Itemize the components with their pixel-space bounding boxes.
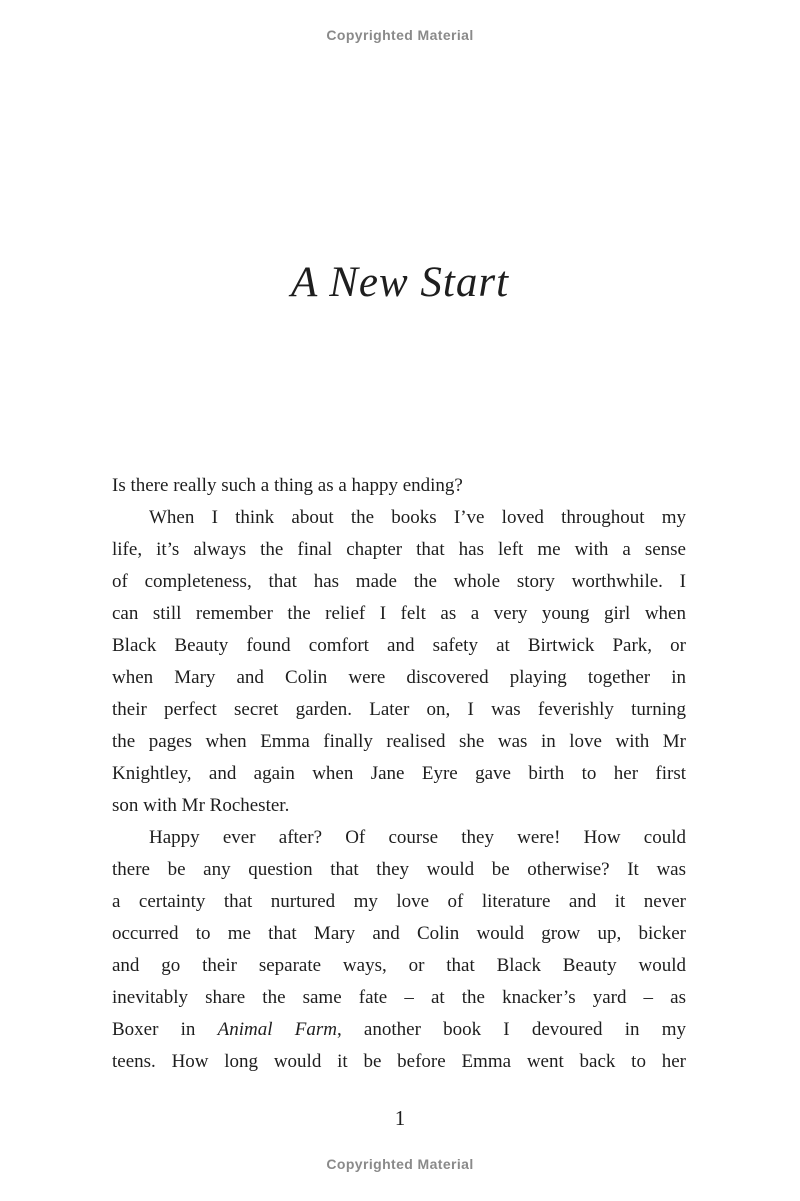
text-line: [112, 1046, 686, 1078]
page-number: 1: [394, 1106, 406, 1130]
text-segment: can still remember the relief I felt as a very young girl when: [112, 603, 686, 624]
text-segment: there be any question that they would be otherwise? It was: [112, 859, 686, 880]
text-line: [112, 854, 686, 886]
text-line: [112, 598, 686, 630]
text-line: [112, 534, 686, 566]
text-segment: occurred to me that Mary and Colin would grow up, bicker: [112, 923, 686, 944]
copyright-notice-top: Copyrighted Material: [326, 27, 474, 43]
text-segment: their perfect secret garden. Later on, I was feverishly turning: [112, 699, 686, 720]
body-text: [112, 470, 686, 1078]
text-line: [112, 566, 686, 598]
book-title-italic: Animal Farm: [217, 1019, 337, 1040]
text-segment: a certainty that nurtured my love of literature and it never: [112, 891, 686, 912]
text-line: [112, 886, 686, 918]
text-line: [112, 1014, 686, 1046]
text-line: [112, 822, 686, 854]
text-line: [112, 918, 686, 950]
text-segment: the pages when Emma finally realised she was in love with Mr: [112, 731, 686, 752]
text-segment: when Mary and Colin were discovered playing together in: [112, 667, 686, 688]
text-line: [112, 630, 686, 662]
text-segment: Black Beauty found comfort and safety at Birtwick Park, or: [112, 635, 686, 656]
text-segment: life, it’s always the final chapter that has left me with a sense: [112, 539, 686, 560]
text-segment: Happy ever after? Of course they were! How could: [149, 827, 686, 848]
text-line: [112, 502, 686, 534]
text-line: [112, 470, 686, 502]
text-segment: Boxer in: [112, 1019, 218, 1040]
text-segment: and go their separate ways, or that Black Beauty would: [112, 955, 686, 976]
copyright-notice-bottom: Copyrighted Material: [326, 1156, 474, 1172]
text-line: [112, 694, 686, 726]
text-segment: son with Mr Rochester.: [112, 795, 290, 816]
text-segment: Is there really such a thing as a happy ending?: [112, 475, 463, 496]
text-line: [112, 982, 686, 1014]
text-segment: , another book I devoured in my: [336, 1019, 687, 1040]
text-segment: teens. How long would it be before Emma went back to her: [112, 1051, 686, 1072]
text-line: [112, 758, 686, 790]
text-segment: When I think about the books I’ve loved throughout my: [149, 507, 686, 528]
chapter-title: A New Start: [290, 259, 510, 306]
text-segment: Knightley, and again when Jane Eyre gave birth to her first: [112, 763, 686, 784]
text-line: [112, 950, 686, 982]
text-line: [112, 662, 686, 694]
text-line: [112, 790, 686, 822]
text-segment: of completeness, that has made the whole story worthwhile. I: [112, 571, 686, 592]
text-segment: inevitably share the same fate – at the knacker’s yard – as: [112, 987, 686, 1008]
text-line: [112, 726, 686, 758]
